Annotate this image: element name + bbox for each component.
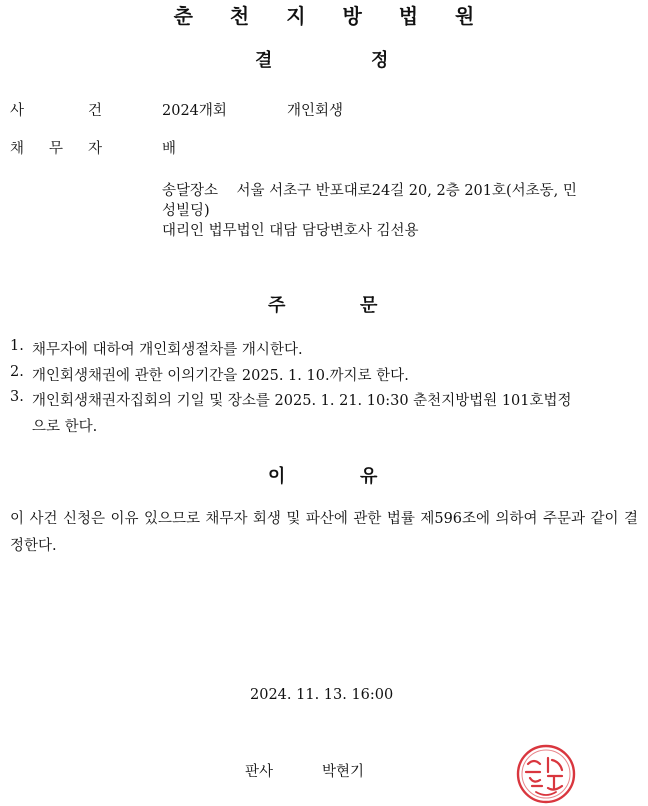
title-char-1: 결 xyxy=(255,50,273,71)
case-label-1: 사 xyxy=(10,103,25,119)
case-type: 개인회생 xyxy=(287,103,344,119)
order-3-text: 개인회생채권자집회의 기일 및 장소를 2025. 1. 21. 10:30 춘천지방법원 101호법정 xyxy=(32,393,572,409)
decision-date: 2024. 11. 13. 16:00 xyxy=(250,687,394,703)
service-address: 송달장소 서울 서초구 반포대로24길 20, 2층 201호(서초동, 민 xyxy=(162,183,577,199)
title-char-2: 정 xyxy=(371,50,389,71)
judge-seal-stamp xyxy=(514,742,578,806)
court-name: 춘 천 지 방 법 원 xyxy=(173,4,490,28)
reason-text: 이 사건 신청은 이유 있으므로 채무자 회생 및 파산에 관한 법률 제596조에 의하여 주문과 같이 결정한다. xyxy=(10,511,638,554)
reason-heading-char-2: 유 xyxy=(360,466,378,487)
reason-heading-char-1: 이 xyxy=(268,466,286,487)
order-3-num: 3. xyxy=(10,389,24,405)
order-1-text: 채무자에 대하여 개인회생절차를 개시한다. xyxy=(32,342,303,358)
debtor-label-3: 자 xyxy=(88,141,103,157)
agent: 대리인 법무법인 대담 담당변호사 김선용 xyxy=(162,223,419,239)
order-heading-char-2: 문 xyxy=(360,295,378,316)
order-heading-char-1: 주 xyxy=(268,295,286,316)
case-label-2: 건 xyxy=(88,103,103,119)
debtor-label-2: 무 xyxy=(49,141,64,157)
service-address-cont: 성빌딩) xyxy=(162,203,210,219)
order-2-text: 개인회생채권에 관한 이의기간을 2025. 1. 10.까지로 한다. xyxy=(32,368,409,384)
debtor-label-1: 채 xyxy=(10,141,25,157)
case-number: 2024개회 xyxy=(162,103,227,119)
judge-name: 박현기 xyxy=(322,764,365,780)
order-3-cont: 으로 한다. xyxy=(32,419,98,435)
order-2-num: 2. xyxy=(10,364,24,380)
order-1-num: 1. xyxy=(10,338,24,354)
judge-title: 판사 xyxy=(245,764,274,780)
debtor-name: 배 xyxy=(162,141,177,157)
